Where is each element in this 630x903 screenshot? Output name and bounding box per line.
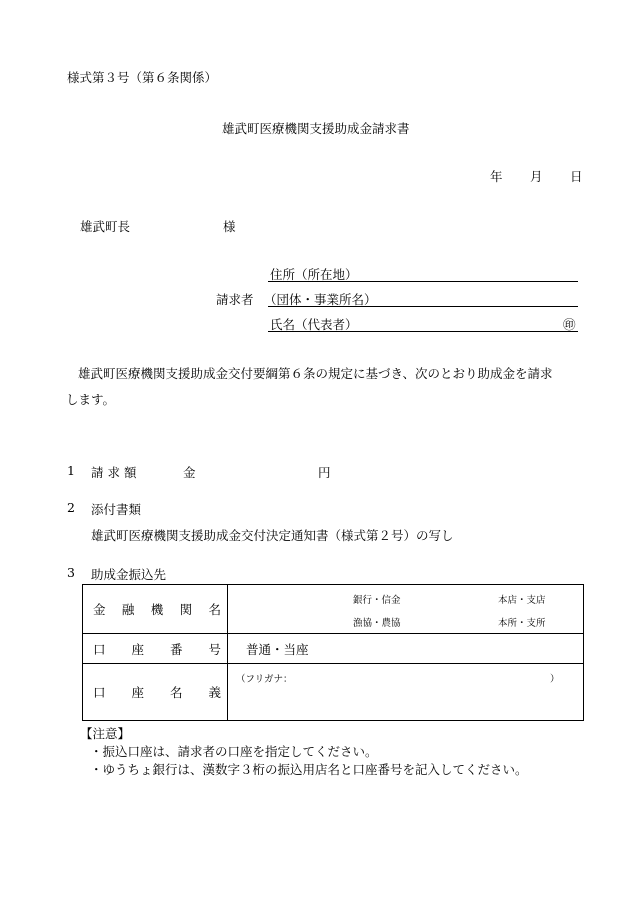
institution-row	[83, 585, 584, 634]
institution-input-cell[interactable]	[228, 585, 584, 634]
account-type: 普通・当座	[246, 642, 309, 657]
account-number-label-cell	[83, 634, 228, 664]
institution-label: 金 融 機 関 名	[93, 602, 221, 617]
claimant-organization-line[interactable]	[268, 306, 578, 307]
amount-prefix: 金	[183, 465, 196, 480]
notes-heading: 【注意】	[80, 726, 131, 741]
account-name-label-cell	[83, 664, 228, 721]
body-text-line-1: 雄武町医療機関支援助成金交付要綱第６条の規定に基づき、次のとおり助成金を請求	[78, 366, 553, 381]
furigana-close: ）	[550, 674, 560, 685]
item-2-number: 2	[67, 500, 75, 515]
account-number-label: 口 座 番 号	[93, 641, 221, 657]
note-item-1: ・振込口座は、請求者の口座を指定してください。	[90, 744, 378, 759]
item-1-number: 1	[67, 463, 75, 478]
item-1-label: 請 求 額	[91, 465, 137, 480]
account-name-label: 口 座 名 義	[93, 685, 221, 700]
seal-mark: ㊞	[563, 317, 576, 332]
branch-type-2: 本所・支所	[498, 618, 546, 629]
claimant-address-label: 住所（所在地）	[270, 267, 358, 282]
attachment-detail: 雄武町医療機関支援助成金交付決定通知書（様式第２号）の写し	[91, 528, 454, 543]
note-item-2: ・ゆうちょ銀行は、漢数字３桁の振込用店名と口座番号を記入してください。	[90, 762, 528, 777]
branch-type-1: 本店・支店	[498, 595, 546, 606]
account-name-input-cell[interactable]	[228, 664, 584, 721]
bank-type-1: 銀行・信金	[353, 595, 401, 606]
furigana-open: （フリガナ：	[236, 674, 293, 685]
form-number: 様式第３号（第６条関係）	[67, 70, 218, 85]
bank-type-2: 漁協・農協	[353, 618, 401, 629]
claimant-address-line[interactable]	[268, 281, 578, 282]
date-day: 日	[570, 169, 583, 184]
account-number-row	[83, 634, 584, 664]
institution-label-cell	[83, 585, 228, 634]
date-month: 月	[530, 169, 543, 184]
addressee-name: 雄武町長	[80, 219, 131, 234]
bank-transfer-table	[82, 584, 584, 721]
claimant-label: 請求者	[216, 292, 254, 307]
claimant-organization-label: （団体・事業所名）	[264, 292, 377, 307]
item-3-label: 助成金振込先	[91, 567, 167, 582]
claimant-name-line[interactable]	[268, 331, 578, 332]
item-2-label: 添付書類	[91, 502, 142, 517]
date-year: 年	[490, 169, 503, 184]
account-number-input-cell[interactable]	[228, 634, 584, 664]
account-name-row	[83, 664, 584, 721]
claimant-name-label: 氏名（代表者）	[270, 317, 358, 332]
addressee-honorific: 様	[223, 219, 236, 234]
item-3-number: 3	[67, 565, 75, 580]
amount-unit: 円	[318, 465, 331, 480]
body-text-line-2: します。	[66, 392, 116, 407]
page-title: 雄武町医療機関支援助成金請求書	[222, 121, 410, 136]
